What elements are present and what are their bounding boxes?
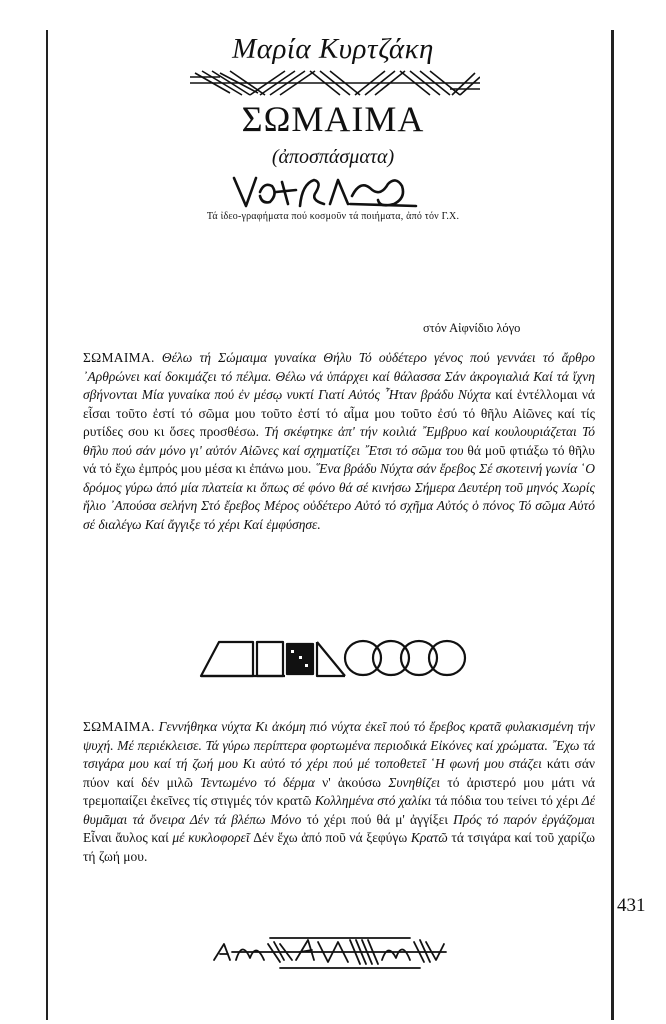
paragraph2-segment: Γεννήθηκα νύχτα Κι ἀκόμη πιό νύχτα ἐκεῖ πού τό ἔρεβος κρατᾶ φυλακισμένη τήν ψυχή. Μέ περιέκλεισε. Τά γύρω περίπτερα φορτωμένα περιοδικά Εἰκόνες καί χρώματα. ῎Εχω τά τσιγάρα μου καί τή ζωή μου Κι αὐτό τό χέρι πού μέ τοποθετεῖ ῾Η φωνή μου στάζει [83,719,595,771]
hatched-band-ideogram [190,67,480,99]
author-name: Μαρία Κυρτζάκη [232,33,434,65]
poem-title: ΣΩΜΑΙΜΑ [241,99,425,139]
paragraph1-segment: ῞Ενα βράδυ Νύχτα σάν ἔρεβος Σέ σκοτεινή γωνία ῾Ο δρόμος γύρω ἀπό μία πλατεία κι ὅπως σέ φόνο θά σέ κινήσω Σήμερα Δευτέρη τοῦ μηνός Χωρίς ἥλιο ᾿Απούσα σελήνη Στό ἔρεβος Μέρος οὐδέτερο Αὐτό τό σχῆμα Αὐτός ὁ πόνος Τό σῶμα Αὐτό σέ διαλέγω Καί ἄγγιξε τό χέρι Καί ἐμφύσησε. [83,461,595,532]
paragraph2-segment: τό ἀριστερό μου μάτι νά τρεμοπαίζει ἐκεῖνες τίς στιγμές τόν κρατῶ [83,774,595,808]
poem-subtitle: (ἀποσπάσματα) [271,146,395,168]
paragraph2-segment: τά πόδια του τείνει τό χέρι [434,793,582,808]
paragraph2-segment: Δέ θυμᾶμαι τά ὄνειρα Δέν τά βλέπω Μόνο [83,793,596,827]
paragraph1-segment: Τή σκέφτηκε ἀπ' τήν κοιλιά ῎Εμβρυο καί κουλουριάζεται Τό θῆλυ πού σάν μόνο γι' αὐτόν Αἰῶνες καί σχηματίζει ῎Ετσι τό σῶμα του [83,424,595,458]
paragraph2-segment: κάτι σάν πύον καί δέν μιλῶ [83,756,595,790]
paragraph2-segment: Κρατῶ [410,830,452,845]
paragraph1-segment: θά μοῦ φτιάξω τό θῆλυ νά τό ἔχω ἐμπρός μου μέσα κι ἐπάνω μου. [83,442,595,476]
paragraph2-segment: Πρός τό παρόν ἐργάζομαι [453,811,596,827]
paragraph2-segment: τά τσιγάρα καί τοῦ χαρίζω τή ζωή μου. [83,830,595,864]
right-margin-rule [611,30,614,1020]
paragraph1-segment: ῏Ηταν βράδυ Νύχτα [384,387,496,402]
left-margin-rule [46,30,48,1020]
paragraph-2 [83,718,595,866]
paragraph2-segment: Κολλημένα στό χαλίκι [314,793,435,808]
paragraph2-segment: Εἶναι ἄυλος καί [83,830,173,845]
page-number: 431 [617,895,646,916]
paragraph2-segment: Συνηθίζει [388,774,448,790]
paragraph-1-text [83,350,595,532]
paragraph1-segment: Θέλω τή Σώμαιμα γυναίκα Θήλυ Τό οὐδέτερο γένος πού γεννάει τό ἄρθρο ᾿Αρθρώνει καί δοκιμάζει τό πέλμα. Θέλω νά ὑπάρχει καί θάλασσα Σάν ἀκρογιαλιά Καί τά ἴχνη σβήνονται Μία γυναίκα πού ἐν μέσῳ νυκτί Γιατί Αὐτός [83,350,595,402]
paragraph-1 [83,349,595,534]
bottom-ideogram [210,930,450,974]
paragraph-2-lead: ΣΩΜΑΙΜΑ. [83,719,155,734]
dedication: στόν Αἰφνίδιο λόγο [423,321,521,335]
paragraph-1-lead: ΣΩΜΑΙΜΑ. [83,350,155,365]
paragraph1-segment: καί ἐντέλλομαι νά εἶσαι τοῦτο ἐστί τό σῶμα μου τοῦτο ἐστί τό αἷμα μου τοῦτο ἐσύ τό θῆλυ Αἰῶνες καί τίς ρυτίδες σου κι ὅσες προσθέσω. [83,387,595,439]
paragraph2-segment: Δέν ἔχω ἀπό ποῦ νά ξεφύγω [253,830,411,845]
paragraph2-segment: Τεντωμένο τό δέρμα [200,774,323,790]
paragraph2-segment: μέ κυκλοφορεῖ [172,830,254,845]
paragraph-2-text [83,719,595,864]
illustration-credit: Τά ἰδεο-γραφήματα πού κοσμοῦν τά ποιήματα, ἀπό τόν Γ.Χ. [206,211,460,222]
paragraph2-segment: ν' ἀκούσω [322,774,389,790]
shapes-ideogram [195,628,475,684]
handwritten-ideogram [230,170,420,212]
paragraph2-segment: τό χέρι πού θά μ' ἀγγίξει [306,811,454,827]
